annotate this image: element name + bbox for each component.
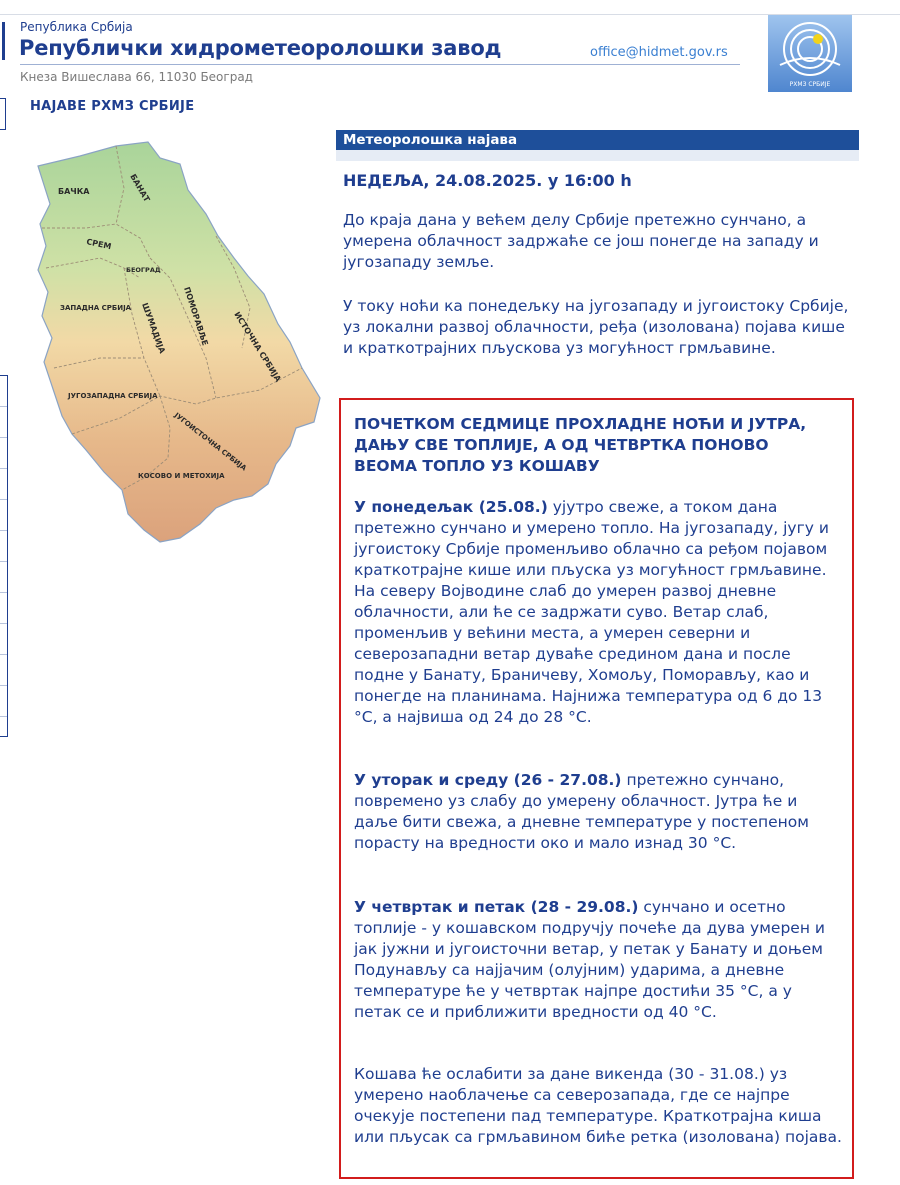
outlook-tue-wed-text: претежно сунчано, повремено уз слабу до умерену облачност. Јутра ће и даље бити свежа, а дневне температуре у постепеном порасту на вредности око и мало изнад 30 °C. <box>354 771 809 852</box>
email-link[interactable]: office@hidmet.gov.rs <box>590 45 728 60</box>
forecast-paragraph-today: До краја дана у већем делу Србије претежно сунчано, а умерена облачност задржаће се још понегде на западу и југозападу земље. <box>343 211 819 271</box>
forecast-section-header: Метеоролошка најава <box>336 130 859 150</box>
outlook-thu-fri <box>354 897 844 1023</box>
forecast-paragraph-night: У току ноћи ка понедељку на југозападу и југоистоку Србије, уз локални развој облачности, ређа (изолована) појава кише и краткотрајних пљускова уз могућност грмљавине. <box>343 297 849 357</box>
forecasts-heading[interactable]: НАЈАВЕ РХМЗ СРБИЈЕ <box>30 99 195 114</box>
institution-address: Кнеза Вишеслава 66, 11030 Београд <box>20 70 253 84</box>
map-shape <box>38 142 320 542</box>
region-label-beograd: БЕОГРАД <box>126 266 161 274</box>
header-divider <box>20 64 740 65</box>
left-nav-tab[interactable] <box>0 98 6 130</box>
institution-name[interactable]: Републички хидрометеоролошки завод <box>19 36 502 60</box>
outlook-thu-fri-lead: У четвртак и петак (28 - 29.08.) <box>354 898 639 916</box>
outlook-monday <box>354 497 844 728</box>
region-label-sumadija: ШУМАДИЈА <box>140 301 167 355</box>
top-divider <box>0 14 900 15</box>
outlook-weekend: Кошава ће ослабити за дане викенда (30 - 31.08.) уз умерено наоблачење са северозапада, где се најпре очекује постепени пад температуре. Краткотрајна киша или пљусак са грмљавином биће ретка (изолована) појава. <box>354 1065 842 1146</box>
region-label-southeast: ЈУГОИСТОЧНА СРБИЈА <box>172 411 248 473</box>
logo-text: РХМЗ СРБИЈЕ <box>789 81 831 88</box>
region-label-backa: БАЧКА <box>58 187 90 196</box>
region-label-east: ИСТОЧНА СРБИЈА <box>232 310 283 384</box>
outlook-tue-wed <box>354 770 844 854</box>
header-accent-bar <box>2 22 5 60</box>
region-label-kosovo: КОСОВО И МЕТОХИЈА <box>138 472 225 480</box>
outlook-thu-fri-text: сунчано и осетно топлије - у кошавском подручју почеће да дува умерен и јак јужни и југоисточни ветар, у петак у Банату и доњем Подунављу са најјачим (олујним) ударима, а дневне температуре ће у четвртак најпре достићи 35 °C, а у петак се и приближити вредности од 40 °C. <box>354 898 825 1021</box>
forecast-section-underbar <box>336 150 859 161</box>
region-label-west: ЗАПАДНА СРБИЈА <box>60 304 132 312</box>
outlook-tue-wed-lead: У уторак и среду (26 - 27.08.) <box>354 771 622 789</box>
region-label-pomoravlje: ПОМОРАВЉЕ <box>182 285 210 347</box>
republic-label: Република Србија <box>20 20 133 34</box>
outlook-title: ПОЧЕТКОМ СЕДМИЦЕ ПРОХЛАДНЕ НОЋИ И ЈУТРА, ДАЊУ СВЕ ТОПЛИЈЕ, А ОД ЧЕТВРТКА ПОНОВО ВЕОМА ТОПЛО УЗ КОШАВУ <box>354 415 807 475</box>
outlook-monday-text: ујутро свеже, а током дана претежно сунчано и умерено топло. На југозападу, југу и југоистоку Србије променљиво облачно са ређом појавом краткотрајне кише или пљуска уз могућност грмљавине. На северу Војводине слаб до умерен развој дневне облачности, али ће се задржати суво. Ветар слаб, променљив у већини места, а умерен северни и северозападни ветар дуваће средином дана и после подне у Банату, Браничеву, Хомољу, Поморављу, као и понегде на планинама. Најнижа температура од 6 до 13 °C, а највиша од 24 до 28 °C. <box>354 498 829 726</box>
region-label-southwest: ЈУГОЗАПАДНА СРБИЈА <box>68 392 158 400</box>
rhmz-logo-icon[interactable] <box>768 15 852 92</box>
forecast-date: НЕДЕЉА, 24.08.2025. у 16:00 h <box>343 171 632 190</box>
left-nav-list[interactable] <box>0 375 8 737</box>
region-label-banat: БАНАТ <box>128 172 152 204</box>
region-label-srem: СРЕМ <box>85 237 113 252</box>
outlook-monday-lead: У понедељак (25.08.) <box>354 498 548 516</box>
serbia-regions-map[interactable] <box>20 128 325 553</box>
